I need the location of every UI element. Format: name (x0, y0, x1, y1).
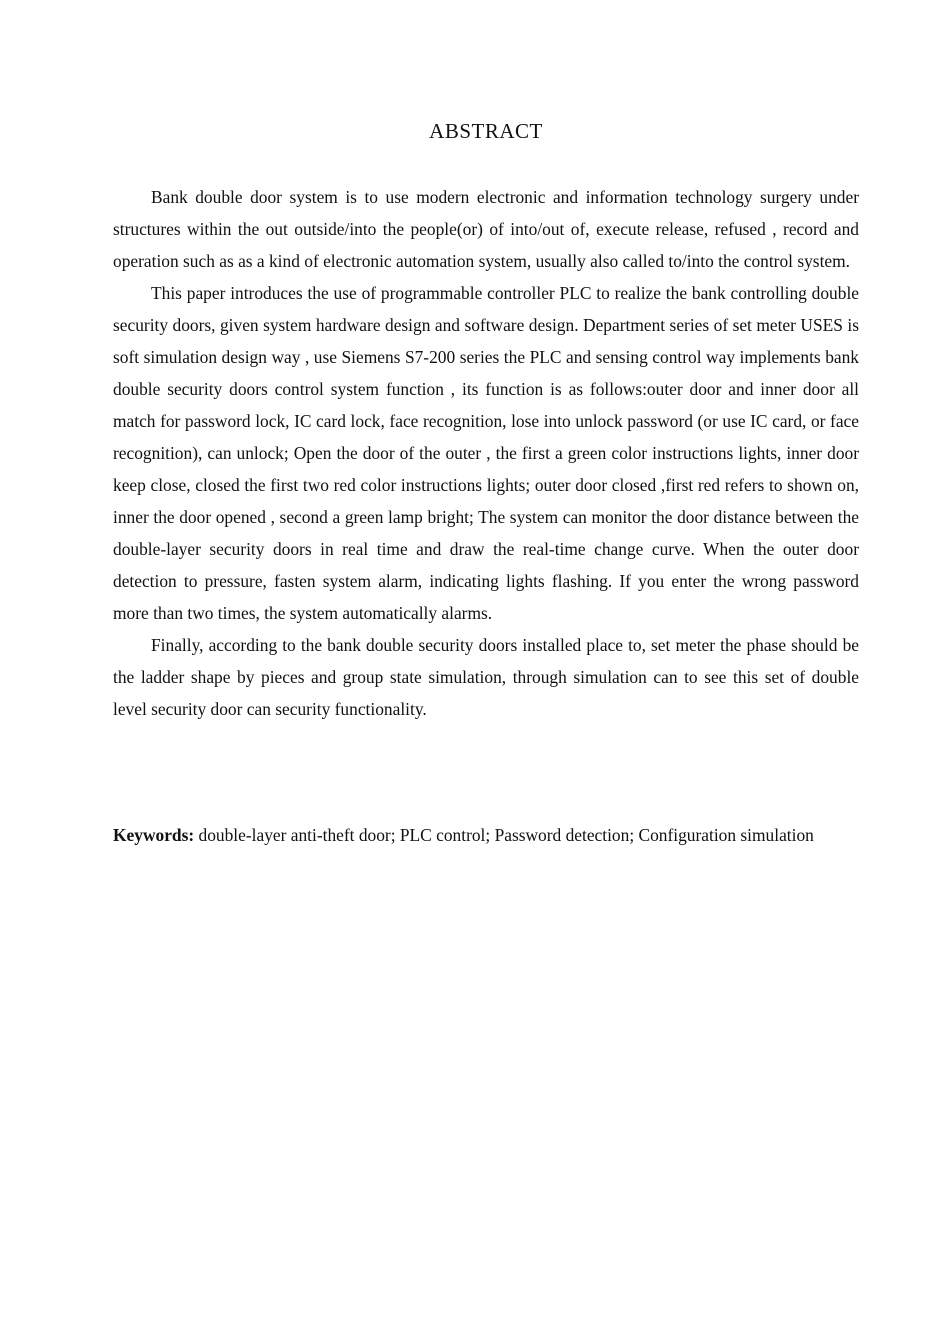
abstract-paragraph-2: This paper introduces the use of programmable controller PLC to realize the bank controlling double security doors, given system hardware design and software design. Department series of set meter USES is soft simulation design way , use Siemens S7-200 series the PLC and sensing control way implements bank double security doors control system function , its function is as follows:outer door and inner door all match for password lock, IC card lock, face recognition, lose into unlock password (or use IC card, or face recognition), can unlock; Open the door of the outer , the first a green color instructions lights, inner door keep close, closed the first two red color instructions lights; outer door closed ,first red refers to shown on, inner the door opened , second a green lamp bright; The system can monitor the door distance between the double-layer security doors in real time and draw the real-time change curve. When the outer door detection to pressure, fasten system alarm, indicating lights flashing. If you enter the wrong password more than two times, the system automatically alarms. (113, 283, 859, 623)
keywords-label: Keywords: (113, 825, 195, 845)
abstract-body (113, 181, 859, 725)
abstract-paragraph-3: Finally, according to the bank double security doors installed place to, set meter the phase should be the ladder shape by pieces and group state simulation, through simulation can to see this set of double level security door can security functionality. (113, 635, 859, 719)
abstract-title: ABSTRACT (429, 119, 543, 143)
abstract-paragraph-1: Bank double door system is to use modern electronic and information technology surgery under structures within the out outside/into the people(or) of into/out of, execute release, refused , record and operation such as as a kind of electronic automation system, usually also called to/into the control system. (113, 187, 859, 271)
keywords-text: double-layer anti-theft door; PLC control; Password detection; Configuration simulation (198, 825, 814, 845)
keywords-line (113, 819, 859, 851)
